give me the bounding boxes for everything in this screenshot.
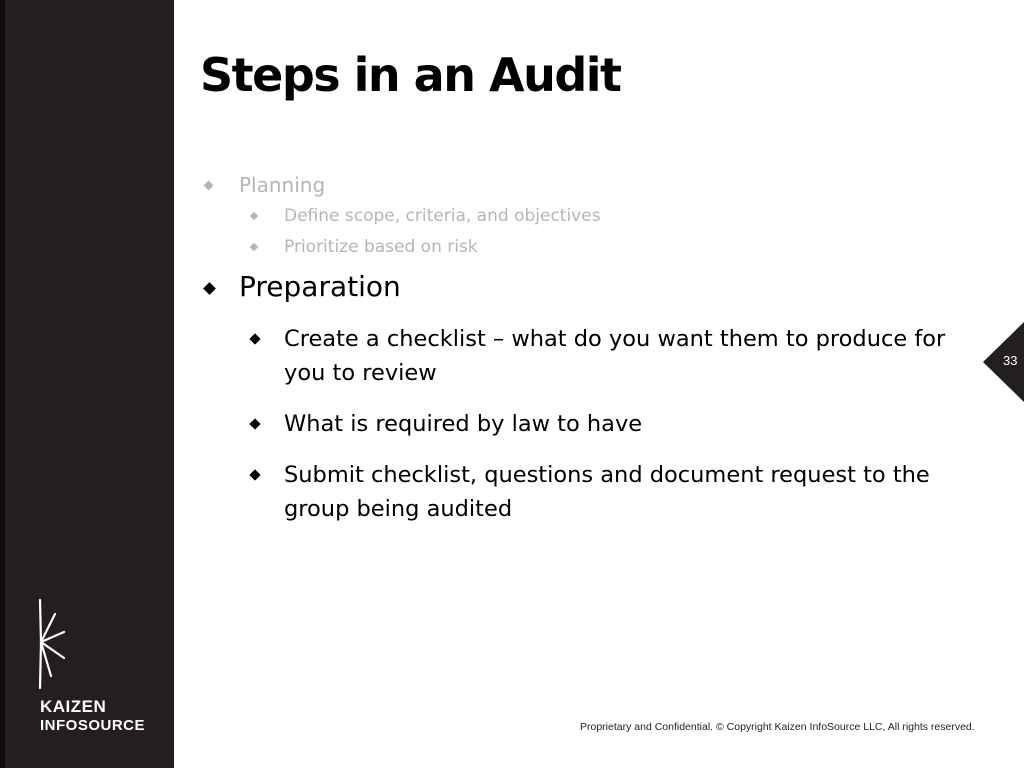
bullet-list xyxy=(200,172,960,543)
bullet-planning xyxy=(200,172,960,198)
sidebar-edge xyxy=(0,0,5,768)
page-number: 33 xyxy=(1003,353,1018,368)
diamond-bullet-icon xyxy=(204,181,214,191)
sub-bullet-prioritize-risk xyxy=(200,234,960,260)
diamond-bullet-icon xyxy=(249,469,260,480)
sub-bullet-submit-checklist xyxy=(200,458,960,526)
diamond-bullet-icon xyxy=(249,333,260,344)
sub-bullet-define-scope xyxy=(200,203,960,229)
bullet-preparation xyxy=(200,270,960,304)
diamond-bullet-icon xyxy=(249,418,260,429)
diamond-bullet-icon xyxy=(250,243,258,251)
bullet-text: Planning xyxy=(239,173,326,197)
sub-bullet-text: Prioritize based on risk xyxy=(284,237,478,257)
copyright-footer: Proprietary and Confidential. © Copyright Kaizen InfoSource LLC, All rights reserved. xyxy=(580,721,975,733)
brand-name-line1: KAIZEN xyxy=(40,697,107,716)
kaizen-burst-logo-icon xyxy=(20,598,70,690)
sub-bullet-text: Submit checklist, questions and document request to the group being audited xyxy=(284,462,930,522)
diamond-bullet-icon xyxy=(203,282,216,295)
brand-sidebar xyxy=(0,0,174,768)
bullet-text: Preparation xyxy=(239,270,401,303)
sub-bullet-text: Define scope, criteria, and objectives xyxy=(284,206,601,226)
slide-title: Steps in an Audit xyxy=(200,48,621,102)
diamond-bullet-icon xyxy=(250,212,258,220)
sub-bullet-text: Create a checklist – what do you want them to produce for you to review xyxy=(284,326,946,386)
sub-bullet-text: What is required by law to have xyxy=(284,411,643,437)
brand-name-line2: INFOSOURCE xyxy=(40,717,146,734)
sub-bullet-required-by-law xyxy=(200,407,960,441)
sub-bullet-create-checklist xyxy=(200,322,960,390)
